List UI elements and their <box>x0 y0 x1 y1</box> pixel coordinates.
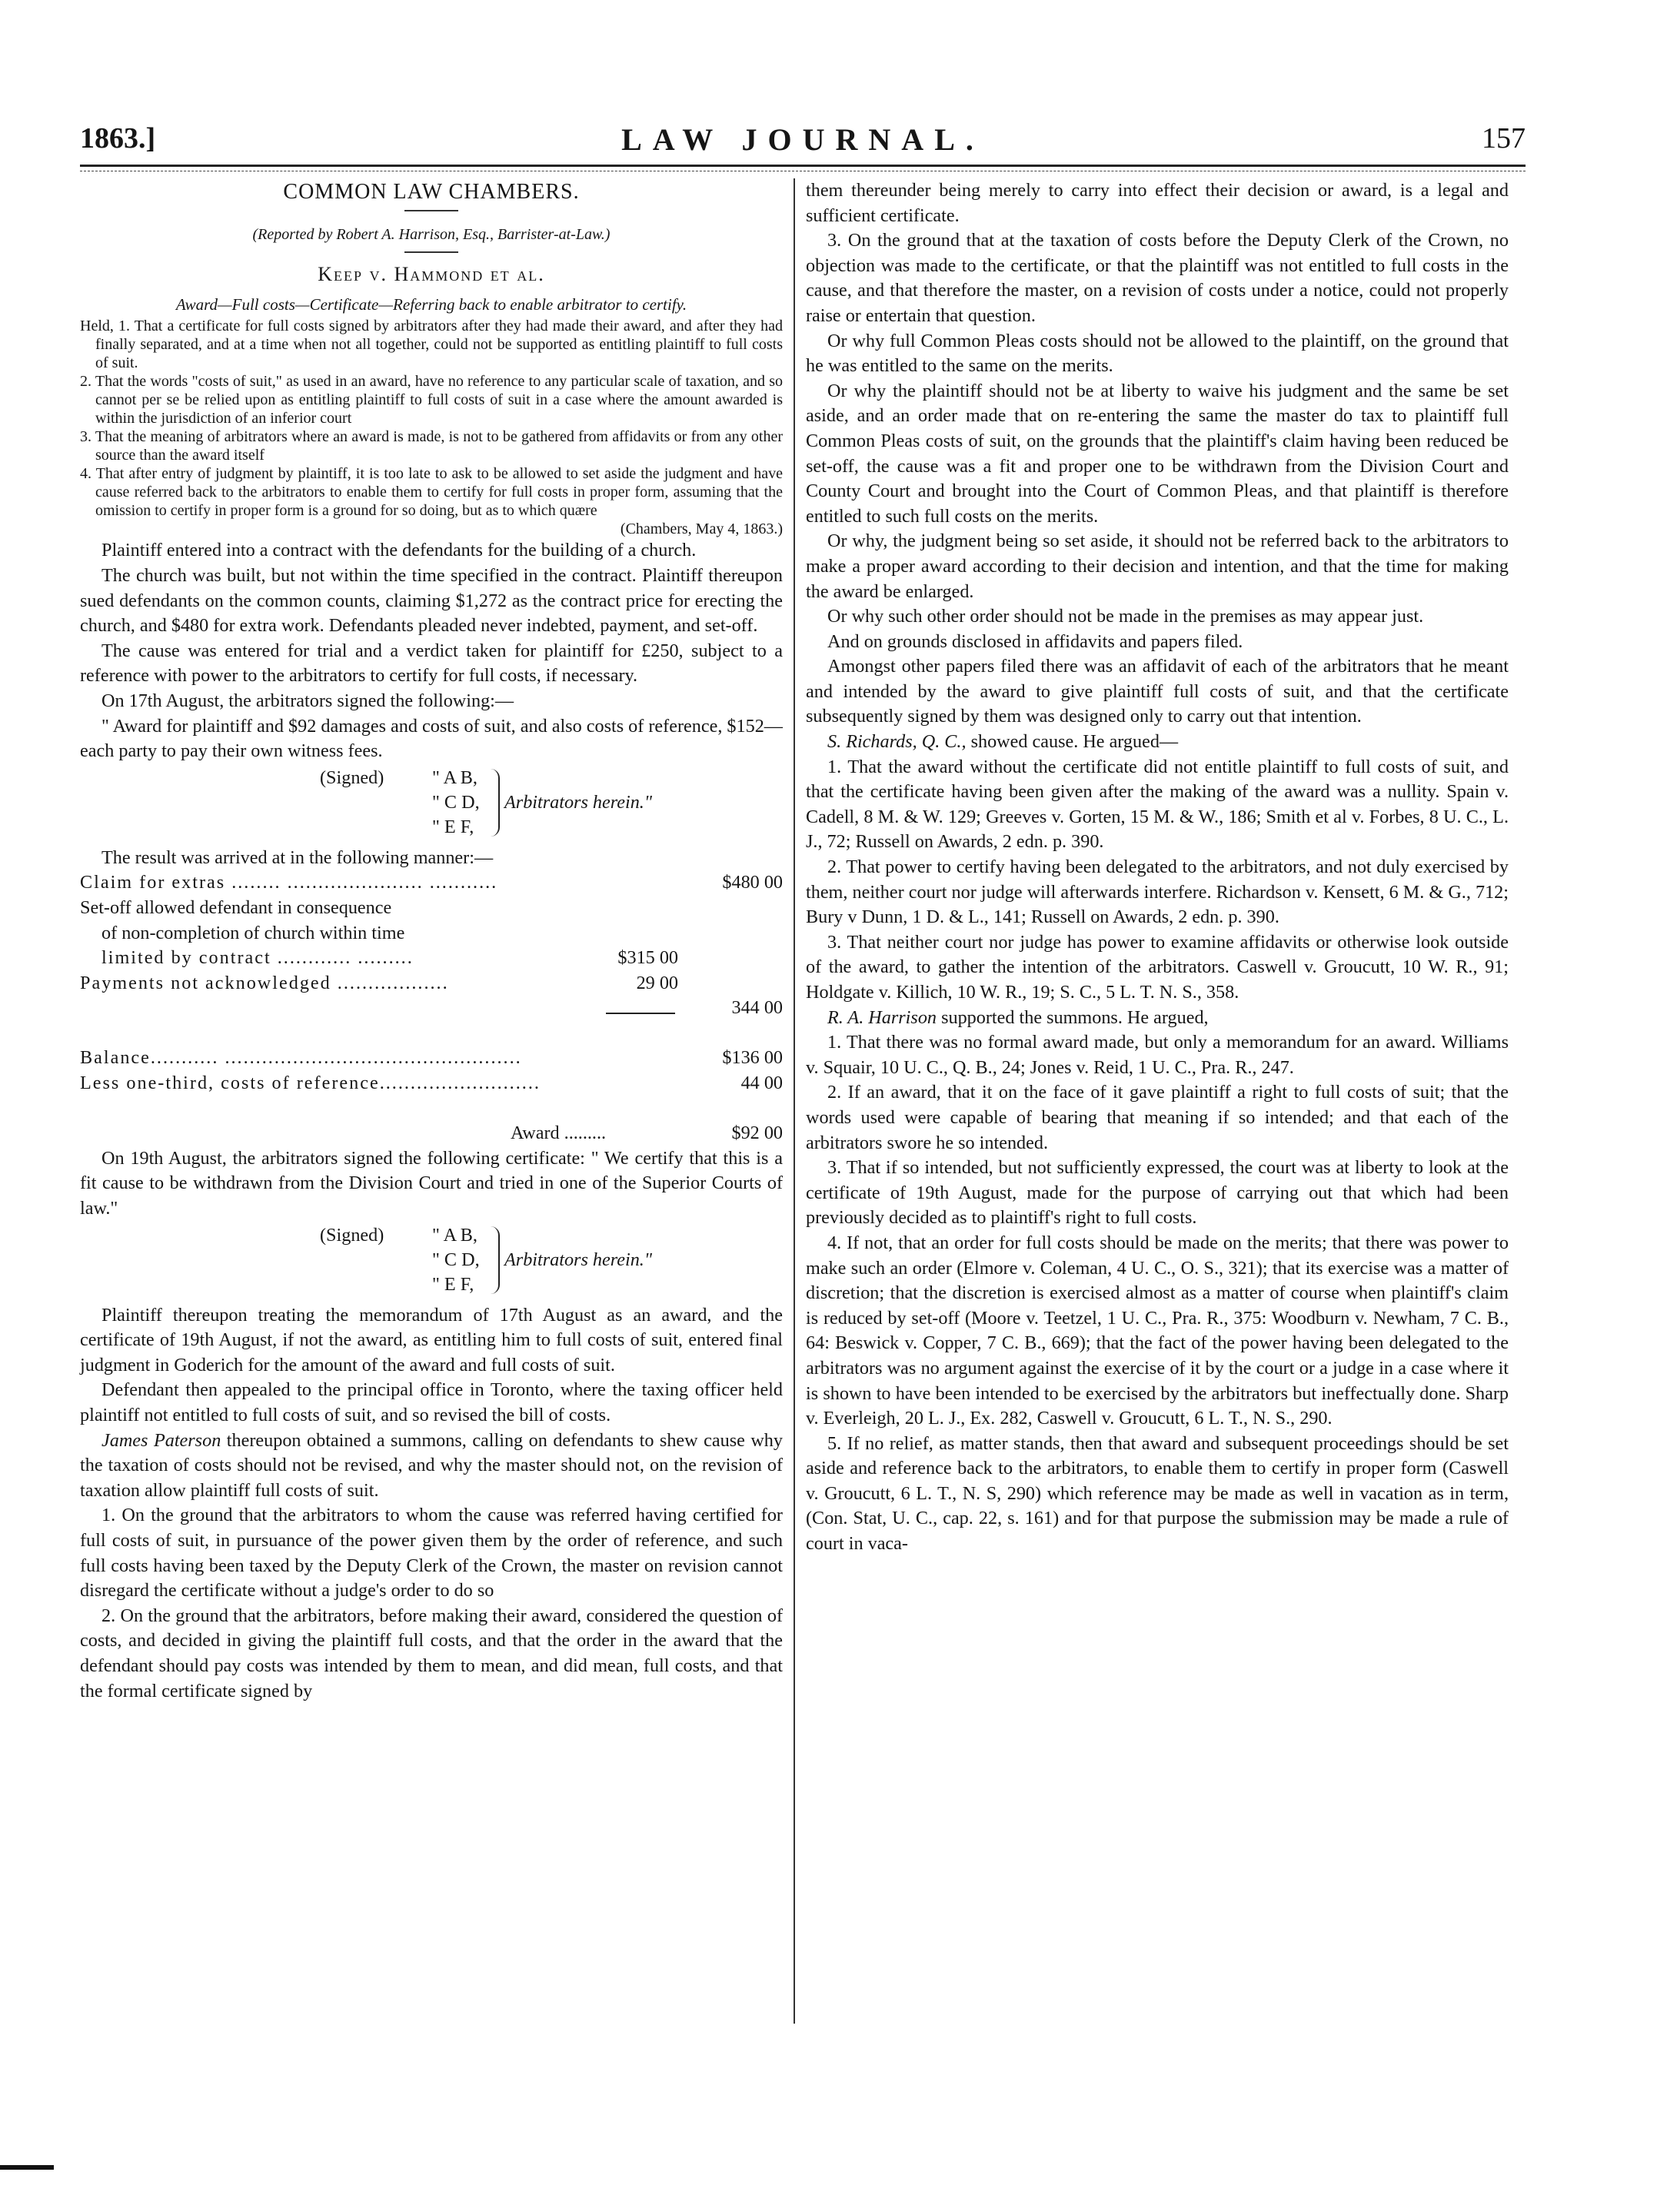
account-label: Set-off allowed defendant in consequence <box>80 896 392 918</box>
signature-block <box>80 1223 783 1300</box>
paragraph: 2. If an award, that it on the face of it gave plaintiff a right to full costs of suit; that the words used were capable of bearing that meaning if so intended; and that each of the arbitrators swore he so intended. <box>806 1082 1509 1153</box>
account-amount: $315 00 <box>617 947 678 969</box>
paragraph: 2. On the ground that the arbitrators, before making their award, considered the question of costs, and decided in giving the plaintiff full costs, and that the order in the award that the defendant should pay costs was intended by them to mean, and did mean, full costs, and that the formal certificate signed by <box>80 1605 783 1701</box>
dateline: (Chambers, May 4, 1863.) <box>620 521 783 538</box>
account-amount: 44 00 <box>740 1073 783 1094</box>
account-label: Payments not acknowledged .................. <box>80 972 449 993</box>
arbitrators-role: Arbitrators herein." <box>504 1249 653 1270</box>
paragraph: Or why such other order should not be made in the premises as may appear just. <box>827 606 1424 627</box>
account-row <box>80 946 783 971</box>
held-1: Held, 1. That a certificate for full costs signed by arbitrators after they had made their award, and after they had finally separated, and at a time when not all together, could not be supported as entitling plaintiff to full costs of suit. <box>80 318 783 372</box>
paragraph <box>806 730 1509 755</box>
paragraph: And on grounds disclosed in affidavits and papers filed. <box>827 630 1243 652</box>
case-title: Keep v. Hammond et al. <box>318 263 545 286</box>
paragraph: On 17th August, the arbitrators signed the following:— <box>101 690 514 711</box>
section-rule <box>404 210 458 211</box>
arbitrators-role: Arbitrators herein." <box>504 791 653 813</box>
account-label: Award ......... <box>511 1123 607 1144</box>
brace <box>491 769 500 837</box>
paragraph: 2. That power to certify having been delegated to the arbitrators, and not duly exercised by them, neither court nor judge will afterwards interfere. Richardson v. Kensett, 6 M. & G., 712; Bury v Dunn, 1 D. & L., 141; Russell on Awards, 2 edn. p. 390. <box>806 857 1509 928</box>
signed-label: (Signed) <box>320 767 384 788</box>
account-row <box>80 896 783 921</box>
account-row <box>80 921 783 946</box>
paragraph: 5. If no relief, as matter stands, then that award and subsequent proceedings should be set aside and reference back to the arbitrators, to enable them to certify in proper form (Caswell v. Groucutt, 6 L. T., N. S, 290) which reference may be made as well in vacation as in term, (Con. Stat, U. C., cap. 22, s. 161) and for that purpose the submission may be made a rule of court in vaca- <box>806 1432 1509 1555</box>
paragraph: 3. On the ground that at the taxation of costs before the Deputy Clerk of the Crown, no objection was made to the certificate, or that the plaintiff was not entitled to full costs in the cause, and that therefore the master, on a revision of costs under a notice, could not properly raise or entertain that question. <box>806 230 1509 326</box>
paragraph-text: thereupon obtained a summons, calling on defendants to shew cause why the taxation of costs should not be revised, and why the master should not, on the revision of taxation allow plaintiff full costs of suit. <box>80 1429 783 1501</box>
paragraph: 1. On the ground that the arbitrators to whom the cause was referred having certified for full costs of suit, in pursuance of the power given them by the order of reference, and such full costs having been taxed by the Deputy Clerk of the Crown, the master on revision cannot disregard the certificate without a judge's order to do so <box>80 1505 783 1602</box>
catchwords: Award—Full costs—Certificate—Referring back to enable arbitrator to certify. <box>175 294 687 314</box>
account-label: Claim for extras ........ ...................... ........... <box>80 872 498 893</box>
header-year: 1863.] <box>80 122 156 155</box>
account-amount: $92 00 <box>731 1123 783 1144</box>
arbitrator-names <box>432 1223 480 1297</box>
account-label: Less one-third, costs of reference.......................... <box>80 1073 541 1094</box>
brace <box>491 1226 500 1294</box>
account-row <box>80 870 783 896</box>
paragraph-text: supported the summons. He argued, <box>937 1006 1209 1028</box>
account-row <box>80 996 783 1021</box>
arbitrator-name: " A B, <box>432 767 477 788</box>
arbitrator-name: " E F, <box>432 1273 474 1295</box>
paragraph <box>80 1429 783 1504</box>
signature-block <box>80 766 783 843</box>
account-row <box>80 1046 783 1071</box>
held-3: 3. That the meaning of arbitrators where an award is made, is not to be gathered from affidavits or from any other source than the award itself <box>80 428 783 464</box>
arbitrator-name: " C D, <box>432 791 480 813</box>
section-title: COMMON LAW CHAMBERS. <box>283 180 580 204</box>
counsel-name: R. A. Harrison <box>827 1006 937 1028</box>
account-row <box>80 1071 783 1096</box>
paragraph: 3. That if so intended, but not sufficiently expressed, the court was at liberty to look at the certificate of 19th August, made for the purpose of carrying out that which had been previously decided as to plaintiff's right to full costs. <box>806 1157 1509 1229</box>
paragraph: 1. That there was no formal award made, but only a memorandum for an award. Williams v. Squair, 10 U. C., Q. B., 24; Jones v. Reid, 1 U. C., Pra. R., 247. <box>806 1032 1509 1078</box>
reporter-rule <box>404 251 458 253</box>
paragraph: 4. If not, that an order for full costs should be made on the merits; that there was power to make such an order (Elmore v. Coleman, 4 U. C., O. S., 321); that its exercise was a matter of discretion; that the discretion is exercised almost as a matter of course when plaintiff's claim is reduced by set-off (Moore v. Teetzel, 1 U. C., Pra. R., 375: Woodburn v. Newham, 7 C. B., 64: Beswick v. Copper, 7 C. B., 669); that the fact of the power having been delegated to the arbitrators was no argument against the exercise of it by the court or a judge in a case where it is shown to have been intended to be exercised by the arbitrators but ineffectually done. Sharp v. Everleigh, 20 L. J., Ex. 282, Caswell v. Groucutt, 6 L. T., N. S., 290. <box>806 1232 1509 1429</box>
right-column <box>806 178 1509 1557</box>
paragraph-text: showed cause. He argued— <box>966 731 1179 753</box>
arbitrator-name: " A B, <box>432 1224 477 1246</box>
paragraph: Or why the plaintiff should not be at liberty to waive his judgment and the same be set aside, and an order made that on re-entering the same the master do tax to plaintiff full Common Pleas costs of suit, on the grounds that the plaintiff's claim having been reduced be set-off, the cause was a fit and proper one to be withdrawn from the Division Court and County Court and brought into the Court of Common Pleas, and that plaintiff is therefore entitled to such full costs on the merits. <box>806 380 1509 527</box>
running-header <box>80 121 1526 168</box>
paragraph: Plaintiff thereupon treating the memorandum of 17th August as an award, and the certificate of 19th August, if not the award, as entitling him to full costs of suit, entered final judgment in Goderich for the amount of the award and full costs of suit. <box>80 1304 783 1375</box>
paragraph: On 19th August, the arbitrators signed the following certificate: " We certify that this is a fit cause to be withdrawn from the Division Court and tried in one of the Superior Courts of law." <box>80 1147 783 1219</box>
paragraph: Amongst other papers filed there was an affidavit of each of the arbitrators that he meant and intended by the award to give plaintiff full costs of suit, and that the certificate subsequently signed by them was designed only to carry out that intention. <box>806 656 1509 727</box>
account-label: Balance........... ................................................ <box>80 1047 522 1069</box>
header-rule <box>80 165 1526 167</box>
paragraph: 3. That neither court nor judge has power to examine affidavits or otherwise look outside of the award, to gather the intention of the arbitrators. Caswell v. Groucutt, 10 W. R., 91; Holdgate v. Killich, 10 W. R., 19; S. C., 5 L. T. N. S., 358. <box>806 931 1509 1003</box>
account-row <box>80 1121 783 1146</box>
account-amount: $136 00 <box>722 1047 783 1069</box>
signed-label: (Signed) <box>320 1224 384 1246</box>
account-amount: $480 00 <box>722 872 783 893</box>
paragraph: them thereunder being merely to carry into effect their decision or award, is a legal and sufficient certificate. <box>806 180 1509 226</box>
paragraph: 1. That the award without the certificate did not entitle plaintiff to full costs of suit, and that the certificate having been given after the making of the award was a nullity. Spain v. Cadell, 8 M. & W. 129; Greeves v. Gorten, 15 M. & W., 186; Smith et al v. Forbes, 8 U. C., L. J., 72; Russell on Awards, 2 edn. p. 390. <box>806 756 1509 853</box>
paragraph: The cause was entered for trial and a verdict taken for plaintiff for £250, subject to a reference with power to the arbitrators to certify for full costs, if necessary. <box>80 640 783 687</box>
sum-rule <box>606 1013 675 1014</box>
account-row <box>80 1096 783 1122</box>
paragraph <box>806 1006 1509 1031</box>
header-title: LAW JOURNAL. <box>621 122 984 157</box>
account-label: limited by contract ............ ......... <box>101 947 414 969</box>
account-amount: 344 00 <box>731 997 783 1019</box>
paragraph: Or why full Common Pleas costs should not be allowed to the plaintiff, on the ground that he was entitled to the same on the merits. <box>806 330 1509 377</box>
counsel-name: James Paterson <box>101 1429 221 1451</box>
paragraph: The result was arrived at in the following manner:— <box>101 847 494 868</box>
counsel-name: S. Richards, Q. C., <box>827 731 967 753</box>
held-2: 2. That the words "costs of suit," as used in an award, have no reference to any particular scale of taxation, and so cannot per se be relied upon as entitling plaintiff to full costs of suit in a case where the amount awarded is within the jurisdiction of an inferior court <box>80 373 783 427</box>
account-table <box>80 870 783 1146</box>
account-row <box>80 971 783 996</box>
paragraph: The church was built, but not within the time specified in the contract. Plaintiff thereupon sued defendants on the common counts, claiming $1,272 as the contract price for erecting the church, and $480 for extra work. Defendants pleaded never indebted, payment, and set-off. <box>80 564 783 637</box>
left-column <box>80 178 783 1704</box>
paragraph: Or why, the judgment being so set aside, it should not be referred back to the arbitrators to make a proper award according to their decision and intention, and that the time for making the award be enlarged. <box>806 531 1509 602</box>
header-page-number: 157 <box>1482 122 1526 155</box>
arbitrator-name: " C D, <box>432 1249 480 1270</box>
award-quote: " Award for plaintiff and $92 damages and costs of suit, and also costs of reference, $152—each party to pay their own witness fees. <box>80 715 783 762</box>
arbitrator-names <box>432 766 480 840</box>
column-divider <box>794 178 795 2024</box>
headnote <box>80 317 783 520</box>
account-row <box>80 1021 783 1046</box>
arbitrator-name: " E F, <box>432 816 474 837</box>
account-label: of non-completion of church within time <box>101 922 405 943</box>
margin-mark <box>0 2165 54 2170</box>
paragraph: Defendant then appealed to the principal office in Toronto, where the taxing officer held plaintiff not entitled to full costs of suit, and so revised the bill of costs. <box>80 1379 783 1425</box>
held-4: 4. That after entry of judgment by plaintiff, it is too late to ask to be allowed to set aside the judgment and have cause referred back to the arbitrators to enable them to certify for full costs in proper form, assuming that the omission to certify in proper form is a ground for so doing, but as to which quære <box>80 465 783 520</box>
account-amount: 29 00 <box>636 972 678 993</box>
paragraph: Plaintiff entered into a contract with the defendants for the building of a church. <box>101 540 697 561</box>
reporter-line: (Reported by Robert A. Harrison, Esq., Barrister-at-Law.) <box>252 225 611 243</box>
